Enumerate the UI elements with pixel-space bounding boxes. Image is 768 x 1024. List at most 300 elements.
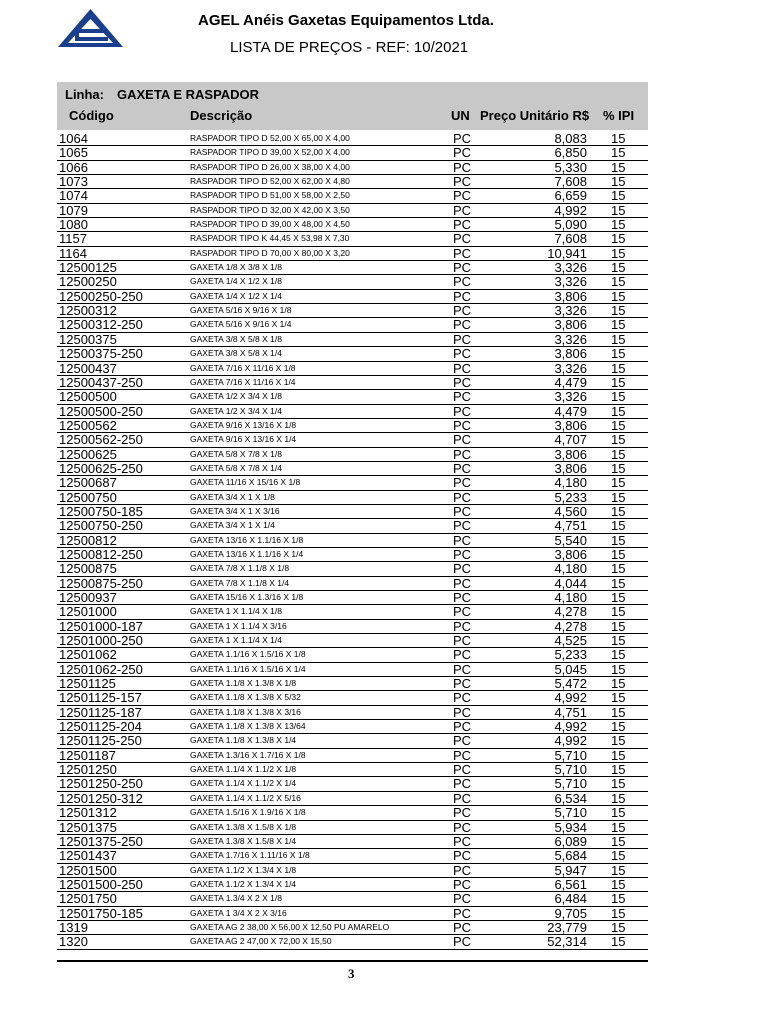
cell-code: 1079 bbox=[59, 202, 88, 218]
cell-code: 12501250-250 bbox=[59, 776, 143, 792]
cell-price: 4,751 bbox=[554, 704, 587, 720]
table-row bbox=[57, 577, 648, 591]
cell-code: 12500562 bbox=[59, 417, 117, 433]
cell-ipi: 15 bbox=[611, 159, 626, 175]
cell-price: 5,710 bbox=[554, 762, 587, 778]
cell-code: 12501250 bbox=[59, 762, 117, 778]
cell-unit: PC bbox=[453, 833, 472, 849]
table-row bbox=[57, 247, 648, 261]
table-row bbox=[57, 290, 648, 304]
cell-description: GAXETA 1.7/16 X 1.11/16 X 1/8 bbox=[190, 850, 310, 861]
cell-code: 12500437 bbox=[59, 360, 117, 376]
cell-price: 4,992 bbox=[554, 690, 587, 706]
cell-price: 6,850 bbox=[554, 145, 587, 161]
table-row bbox=[57, 204, 648, 218]
page-number: 3 bbox=[348, 966, 355, 981]
table-row bbox=[57, 849, 648, 863]
table-row bbox=[57, 806, 648, 820]
cell-code: 12501000-250 bbox=[59, 633, 143, 649]
cell-price: 5,947 bbox=[554, 862, 587, 878]
table-row bbox=[57, 534, 648, 548]
cell-unit: PC bbox=[453, 661, 472, 677]
cell-ipi: 15 bbox=[611, 303, 626, 319]
cell-code: 12500250-250 bbox=[59, 288, 143, 304]
cell-ipi: 15 bbox=[611, 618, 626, 634]
cell-description: GAXETA 3/4 X 1 X 3/16 bbox=[190, 505, 280, 516]
cell-code: 12501750 bbox=[59, 891, 117, 907]
cell-price: 4,479 bbox=[554, 374, 587, 390]
cell-description: GAXETA 1.1/8 X 1.3/8 X 1/8 bbox=[190, 678, 297, 689]
cell-price: 23,779 bbox=[547, 919, 587, 935]
cell-unit: PC bbox=[453, 546, 472, 562]
cell-code: 12501000 bbox=[59, 604, 117, 620]
cell-unit: PC bbox=[453, 518, 472, 534]
table-row bbox=[57, 347, 648, 361]
cell-description: GAXETA 1.1/4 X 1.1/2 X 1/8 bbox=[190, 764, 297, 775]
cell-ipi: 15 bbox=[611, 876, 626, 892]
cell-price: 4,278 bbox=[554, 604, 587, 620]
cell-ipi: 15 bbox=[611, 604, 626, 620]
cell-code: 1065 bbox=[59, 145, 88, 161]
cell-unit: PC bbox=[453, 733, 472, 749]
cell-price: 3,806 bbox=[554, 446, 587, 462]
cell-code: 12501125-250 bbox=[59, 733, 142, 749]
cell-ipi: 15 bbox=[611, 733, 626, 749]
cell-code: 12501500-250 bbox=[59, 876, 143, 892]
cell-price: 5,710 bbox=[554, 805, 587, 821]
cell-unit: PC bbox=[453, 919, 472, 935]
cell-price: 3,326 bbox=[554, 331, 587, 347]
cell-description: RASPADOR TIPO K 44,45 X 53,98 X 7,30 bbox=[190, 233, 350, 244]
cell-price: 3,806 bbox=[554, 460, 587, 476]
cell-ipi: 15 bbox=[611, 489, 626, 505]
cell-code: 12500562-250 bbox=[59, 432, 143, 448]
cell-ipi: 15 bbox=[611, 805, 626, 821]
cell-description: GAXETA 5/16 X 9/16 X 1/4 bbox=[190, 319, 292, 330]
cell-unit: PC bbox=[453, 604, 472, 620]
footer-divider bbox=[57, 960, 648, 962]
cell-ipi: 15 bbox=[611, 346, 626, 362]
cell-description: RASPADOR TIPO D 52,00 X 65,00 X 4,00 bbox=[190, 133, 350, 143]
table-row bbox=[57, 605, 648, 619]
cell-ipi: 15 bbox=[611, 747, 626, 763]
cell-code: 12501187 bbox=[59, 747, 116, 763]
cell-unit: PC bbox=[453, 317, 472, 333]
cell-code: 1157 bbox=[59, 231, 87, 247]
cell-code: 12500500 bbox=[59, 389, 117, 405]
table-row bbox=[57, 333, 648, 347]
cell-price: 10,941 bbox=[547, 245, 587, 261]
cell-ipi: 15 bbox=[611, 446, 626, 462]
line-value: GAXETA E RASPADOR bbox=[117, 87, 260, 102]
table-row bbox=[57, 232, 648, 246]
cell-code: 12500500-250 bbox=[59, 403, 143, 419]
cell-code: 12500812 bbox=[59, 532, 117, 548]
cell-description: GAXETA 1.3/16 X 1.7/16 X 1/8 bbox=[190, 749, 306, 760]
cell-description: GAXETA 1.1/8 X 1.3/8 X 1/4 bbox=[190, 735, 297, 746]
table-row bbox=[57, 792, 648, 806]
table-row bbox=[57, 821, 648, 835]
cell-code: 12500750-185 bbox=[59, 503, 143, 519]
cell-code: 12501437 bbox=[59, 848, 117, 864]
cell-unit: PC bbox=[453, 346, 472, 362]
table-row bbox=[57, 405, 648, 419]
table-row bbox=[57, 720, 648, 734]
cell-code: 12500250 bbox=[59, 274, 117, 290]
cell-code: 1320 bbox=[59, 934, 88, 950]
table-row bbox=[57, 591, 648, 605]
cell-unit: PC bbox=[453, 159, 472, 175]
table-row bbox=[57, 548, 648, 562]
cell-ipi: 15 bbox=[611, 231, 626, 247]
cell-code: 12501750-185 bbox=[59, 905, 143, 921]
cell-description: GAXETA 1.1/2 X 1.3/4 X 1/8 bbox=[190, 864, 297, 875]
cell-price: 5,233 bbox=[554, 489, 587, 505]
table-row bbox=[57, 663, 648, 677]
cell-ipi: 15 bbox=[611, 719, 626, 735]
cell-description: GAXETA 1 X 1.1/4 X 3/16 bbox=[190, 620, 287, 631]
cell-unit: PC bbox=[453, 131, 472, 146]
cell-price: 8,083 bbox=[554, 131, 587, 146]
cell-code: 12501125-157 bbox=[59, 690, 142, 706]
cell-code: 12500312-250 bbox=[59, 317, 143, 333]
cell-ipi: 15 bbox=[611, 546, 626, 562]
cell-price: 3,326 bbox=[554, 274, 587, 290]
cell-unit: PC bbox=[453, 303, 472, 319]
cell-price: 4,180 bbox=[554, 590, 587, 605]
cell-price: 6,534 bbox=[554, 790, 587, 806]
cell-description: GAXETA 1.1/16 X 1.5/16 X 1/4 bbox=[190, 663, 306, 674]
cell-description: RASPADOR TIPO D 39,00 X 52,00 X 4,00 bbox=[190, 147, 350, 158]
cell-ipi: 15 bbox=[611, 647, 626, 663]
cell-price: 5,710 bbox=[554, 776, 587, 792]
cell-price: 6,484 bbox=[554, 891, 587, 907]
cell-price: 4,992 bbox=[554, 202, 587, 218]
cell-description: GAXETA 1.1/8 X 1.3/8 X 5/32 bbox=[190, 692, 301, 703]
cell-code: 12501375-250 bbox=[59, 833, 143, 849]
cell-description: GAXETA 1/4 X 1/2 X 1/8 bbox=[190, 276, 282, 287]
cell-unit: PC bbox=[453, 260, 472, 276]
cell-description: GAXETA 5/16 X 9/16 X 1/8 bbox=[190, 305, 292, 316]
company-name: AGEL Anéis Gaxetas Equipamentos Ltda. bbox=[198, 12, 494, 29]
cell-price: 3,326 bbox=[554, 303, 587, 319]
table-row bbox=[57, 749, 648, 763]
cell-ipi: 15 bbox=[611, 532, 626, 548]
cell-code: 12500625-250 bbox=[59, 460, 143, 476]
price-table-body bbox=[57, 132, 648, 950]
cell-description: GAXETA 13/16 X 1.1/16 X 1/8 bbox=[190, 534, 304, 545]
cell-unit: PC bbox=[453, 245, 472, 261]
cell-ipi: 15 bbox=[611, 776, 626, 792]
line-label: Linha: bbox=[65, 87, 104, 102]
cell-price: 3,326 bbox=[554, 360, 587, 376]
table-row bbox=[57, 677, 648, 691]
cell-unit: PC bbox=[453, 704, 472, 720]
cell-description: GAXETA 1/8 X 3/8 X 1/8 bbox=[190, 262, 282, 273]
cell-code: 1319 bbox=[59, 919, 88, 935]
cell-ipi: 15 bbox=[611, 417, 626, 433]
cell-description: RASPADOR TIPO D 52,00 X 62,00 X 4,80 bbox=[190, 176, 350, 187]
cell-code: 1064 bbox=[59, 131, 88, 146]
table-row bbox=[57, 763, 648, 777]
cell-ipi: 15 bbox=[611, 833, 626, 849]
table-row bbox=[57, 161, 648, 175]
column-header-code: Código bbox=[69, 108, 114, 123]
cell-code: 12500437-250 bbox=[59, 374, 143, 390]
cell-description: GAXETA 3/4 X 1 X 1/4 bbox=[190, 520, 275, 531]
cell-code: 12500812-250 bbox=[59, 546, 143, 562]
table-row bbox=[57, 175, 648, 189]
table-row bbox=[57, 376, 648, 390]
cell-ipi: 15 bbox=[611, 131, 626, 146]
cell-price: 4,751 bbox=[554, 518, 587, 534]
table-row bbox=[57, 777, 648, 791]
cell-unit: PC bbox=[453, 475, 472, 491]
cell-code: 12500875-250 bbox=[59, 575, 143, 591]
cell-code: 12500750-250 bbox=[59, 518, 143, 534]
cell-ipi: 15 bbox=[611, 704, 626, 720]
cell-unit: PC bbox=[453, 231, 472, 247]
cell-ipi: 15 bbox=[611, 403, 626, 419]
cell-description: RASPADOR TIPO D 39,00 X 48,00 X 4,50 bbox=[190, 219, 350, 230]
table-row bbox=[57, 146, 648, 160]
cell-price: 4,180 bbox=[554, 561, 587, 577]
table-row bbox=[57, 734, 648, 748]
cell-ipi: 15 bbox=[611, 905, 626, 921]
cell-price: 4,525 bbox=[554, 633, 587, 649]
cell-unit: PC bbox=[453, 174, 472, 190]
cell-unit: PC bbox=[453, 432, 472, 448]
cell-ipi: 15 bbox=[611, 503, 626, 519]
cell-price: 5,233 bbox=[554, 647, 587, 663]
cell-price: 7,608 bbox=[554, 231, 587, 247]
cell-price: 4,992 bbox=[554, 733, 587, 749]
cell-unit: PC bbox=[453, 561, 472, 577]
cell-description: GAXETA 1.1/8 X 1.3/8 X 3/16 bbox=[190, 706, 301, 717]
table-row bbox=[57, 634, 648, 648]
cell-description: GAXETA 1.3/8 X 1.5/8 X 1/4 bbox=[190, 835, 297, 846]
cell-unit: PC bbox=[453, 805, 472, 821]
table-row bbox=[57, 189, 648, 203]
table-row bbox=[57, 892, 648, 906]
cell-ipi: 15 bbox=[611, 676, 626, 692]
cell-description: GAXETA 1.1/8 X 1.3/8 X 13/64 bbox=[190, 721, 306, 732]
cell-price: 3,806 bbox=[554, 546, 587, 562]
cell-code: 12501500 bbox=[59, 862, 117, 878]
cell-unit: PC bbox=[453, 446, 472, 462]
cell-price: 5,684 bbox=[554, 848, 587, 864]
cell-description: GAXETA 1.3/4 X 2 X 1/8 bbox=[190, 893, 282, 904]
cell-unit: PC bbox=[453, 274, 472, 290]
table-row bbox=[57, 519, 648, 533]
cell-code: 12501000-187 bbox=[59, 618, 143, 634]
cell-ipi: 15 bbox=[611, 174, 626, 190]
cell-unit: PC bbox=[453, 360, 472, 376]
cell-code: 1074 bbox=[59, 188, 88, 204]
cell-ipi: 15 bbox=[611, 690, 626, 706]
cell-unit: PC bbox=[453, 848, 472, 864]
cell-description: GAXETA 7/16 X 11/16 X 1/8 bbox=[190, 362, 296, 373]
cell-unit: PC bbox=[453, 417, 472, 433]
table-row bbox=[57, 419, 648, 433]
cell-unit: PC bbox=[453, 403, 472, 419]
cell-unit: PC bbox=[453, 790, 472, 806]
cell-price: 3,326 bbox=[554, 389, 587, 405]
cell-description: GAXETA 9/16 X 13/16 X 1/8 bbox=[190, 419, 297, 430]
cell-description: RASPADOR TIPO D 70,00 X 80,00 X 3,20 bbox=[190, 247, 350, 258]
cell-description: GAXETA 1.5/16 X 1.9/16 X 1/8 bbox=[190, 807, 306, 818]
cell-description: GAXETA 3/8 X 5/8 X 1/8 bbox=[190, 333, 282, 344]
table-row bbox=[57, 864, 648, 878]
cell-price: 4,479 bbox=[554, 403, 587, 419]
cell-price: 5,472 bbox=[554, 676, 587, 692]
table-row bbox=[57, 218, 648, 232]
cell-description: GAXETA 5/8 X 7/8 X 1/4 bbox=[190, 462, 282, 473]
cell-unit: PC bbox=[453, 217, 472, 233]
cell-unit: PC bbox=[453, 188, 472, 204]
cell-description: GAXETA 3/8 X 5/8 X 1/4 bbox=[190, 348, 282, 359]
cell-unit: PC bbox=[453, 489, 472, 505]
table-row bbox=[57, 132, 648, 146]
table-row bbox=[57, 261, 648, 275]
cell-description: GAXETA 1.1/16 X 1.5/16 X 1/8 bbox=[190, 649, 306, 660]
cell-code: 12500312 bbox=[59, 303, 117, 319]
cell-description: GAXETA 11/16 X 15/16 X 1/8 bbox=[190, 477, 301, 488]
cell-code: 12500750 bbox=[59, 489, 117, 505]
cell-price: 3,806 bbox=[554, 288, 587, 304]
cell-description: GAXETA AG 2 38,00 X 56,00 X 12,50 PU AMARELO bbox=[190, 921, 390, 932]
cell-unit: PC bbox=[453, 503, 472, 519]
cell-description: GAXETA 1.1/4 X 1.1/2 X 5/16 bbox=[190, 792, 301, 803]
cell-ipi: 15 bbox=[611, 360, 626, 376]
cell-price: 4,707 bbox=[554, 432, 587, 448]
cell-price: 4,180 bbox=[554, 475, 587, 491]
table-row bbox=[57, 318, 648, 332]
column-header-ipi: % IPI bbox=[603, 108, 635, 123]
cell-unit: PC bbox=[453, 891, 472, 907]
column-header-description: Descrição bbox=[190, 108, 253, 123]
cell-ipi: 15 bbox=[611, 862, 626, 878]
cell-unit: PC bbox=[453, 719, 472, 735]
cell-unit: PC bbox=[453, 389, 472, 405]
cell-description: RASPADOR TIPO D 26,00 X 38,00 X 4,00 bbox=[190, 161, 350, 172]
cell-code: 12500125 bbox=[59, 260, 117, 276]
cell-unit: PC bbox=[453, 202, 472, 218]
price-list-title: LISTA DE PREÇOS - REF: 10/2021 bbox=[230, 39, 469, 56]
cell-price: 6,089 bbox=[554, 833, 587, 849]
cell-ipi: 15 bbox=[611, 217, 626, 233]
cell-ipi: 15 bbox=[611, 460, 626, 476]
cell-unit: PC bbox=[453, 633, 472, 649]
column-header-unit: UN bbox=[451, 108, 470, 123]
table-row bbox=[57, 304, 648, 318]
cell-price: 6,561 bbox=[554, 876, 587, 892]
cell-unit: PC bbox=[453, 647, 472, 663]
cell-description: GAXETA 1 3/4 X 2 X 3/16 bbox=[190, 907, 287, 918]
cell-code: 1164 bbox=[59, 245, 87, 261]
cell-ipi: 15 bbox=[611, 561, 626, 577]
table-row bbox=[57, 935, 648, 949]
cell-description: GAXETA 3/4 X 1 X 1/8 bbox=[190, 491, 275, 502]
table-row bbox=[57, 620, 648, 634]
cell-description: GAXETA 1 X 1.1/4 X 1/4 bbox=[190, 635, 282, 646]
table-row bbox=[57, 275, 648, 289]
cell-price: 52,314 bbox=[547, 934, 587, 950]
table-row bbox=[57, 907, 648, 921]
cell-price: 4,560 bbox=[554, 503, 587, 519]
cell-ipi: 15 bbox=[611, 374, 626, 390]
table-row bbox=[57, 448, 648, 462]
table-row bbox=[57, 505, 648, 519]
cell-description: GAXETA 5/8 X 7/8 X 1/8 bbox=[190, 448, 282, 459]
cell-unit: PC bbox=[453, 590, 472, 605]
cell-code: 12500875 bbox=[59, 561, 117, 577]
cell-ipi: 15 bbox=[611, 432, 626, 448]
cell-unit: PC bbox=[453, 762, 472, 778]
cell-description: GAXETA 1.1/2 X 1.3/4 X 1/4 bbox=[190, 878, 297, 889]
cell-ipi: 15 bbox=[611, 934, 626, 950]
table-row bbox=[57, 648, 648, 662]
table-row bbox=[57, 562, 648, 576]
cell-ipi: 15 bbox=[611, 848, 626, 864]
cell-code: 12501125 bbox=[59, 676, 116, 692]
cell-ipi: 15 bbox=[611, 331, 626, 347]
cell-ipi: 15 bbox=[611, 575, 626, 591]
cell-code: 12501125-187 bbox=[59, 704, 142, 720]
cell-code: 1080 bbox=[59, 217, 88, 233]
cell-unit: PC bbox=[453, 532, 472, 548]
cell-ipi: 15 bbox=[611, 518, 626, 534]
cell-description: GAXETA 1.1/4 X 1.1/2 X 1/4 bbox=[190, 778, 297, 789]
cell-description: GAXETA AG 2 47,00 X 72,00 X 15,50 bbox=[190, 936, 332, 947]
cell-price: 5,540 bbox=[554, 532, 587, 548]
cell-code: 1066 bbox=[59, 159, 88, 175]
table-row bbox=[57, 835, 648, 849]
cell-price: 5,330 bbox=[554, 159, 587, 175]
table-row bbox=[57, 921, 648, 935]
cell-price: 9,705 bbox=[554, 905, 587, 921]
cell-unit: PC bbox=[453, 460, 472, 476]
table-row bbox=[57, 462, 648, 476]
cell-code: 12501125-204 bbox=[59, 719, 142, 735]
cell-price: 3,806 bbox=[554, 417, 587, 433]
cell-code: 12500375 bbox=[59, 331, 117, 347]
cell-unit: PC bbox=[453, 374, 472, 390]
cell-ipi: 15 bbox=[611, 661, 626, 677]
column-header-price: Preço Unitário R$ bbox=[480, 108, 590, 123]
cell-unit: PC bbox=[453, 145, 472, 161]
cell-price: 5,090 bbox=[554, 217, 587, 233]
cell-price: 5,934 bbox=[554, 819, 587, 835]
table-row bbox=[57, 390, 648, 404]
table-row bbox=[57, 362, 648, 376]
cell-code: 12500625 bbox=[59, 446, 117, 462]
cell-ipi: 15 bbox=[611, 245, 626, 261]
cell-code: 12501375 bbox=[59, 819, 117, 835]
cell-ipi: 15 bbox=[611, 288, 626, 304]
table-row bbox=[57, 878, 648, 892]
cell-ipi: 15 bbox=[611, 389, 626, 405]
cell-code: 12501250-312 bbox=[59, 790, 143, 806]
cell-price: 4,044 bbox=[554, 575, 587, 591]
cell-unit: PC bbox=[453, 288, 472, 304]
cell-description: GAXETA 1 X 1.1/4 X 1/8 bbox=[190, 606, 282, 617]
company-logo bbox=[57, 7, 124, 49]
table-row bbox=[57, 691, 648, 705]
cell-description: RASPADOR TIPO D 51,00 X 58,00 X 2,50 bbox=[190, 190, 350, 201]
table-row bbox=[57, 491, 648, 505]
cell-ipi: 15 bbox=[611, 317, 626, 333]
